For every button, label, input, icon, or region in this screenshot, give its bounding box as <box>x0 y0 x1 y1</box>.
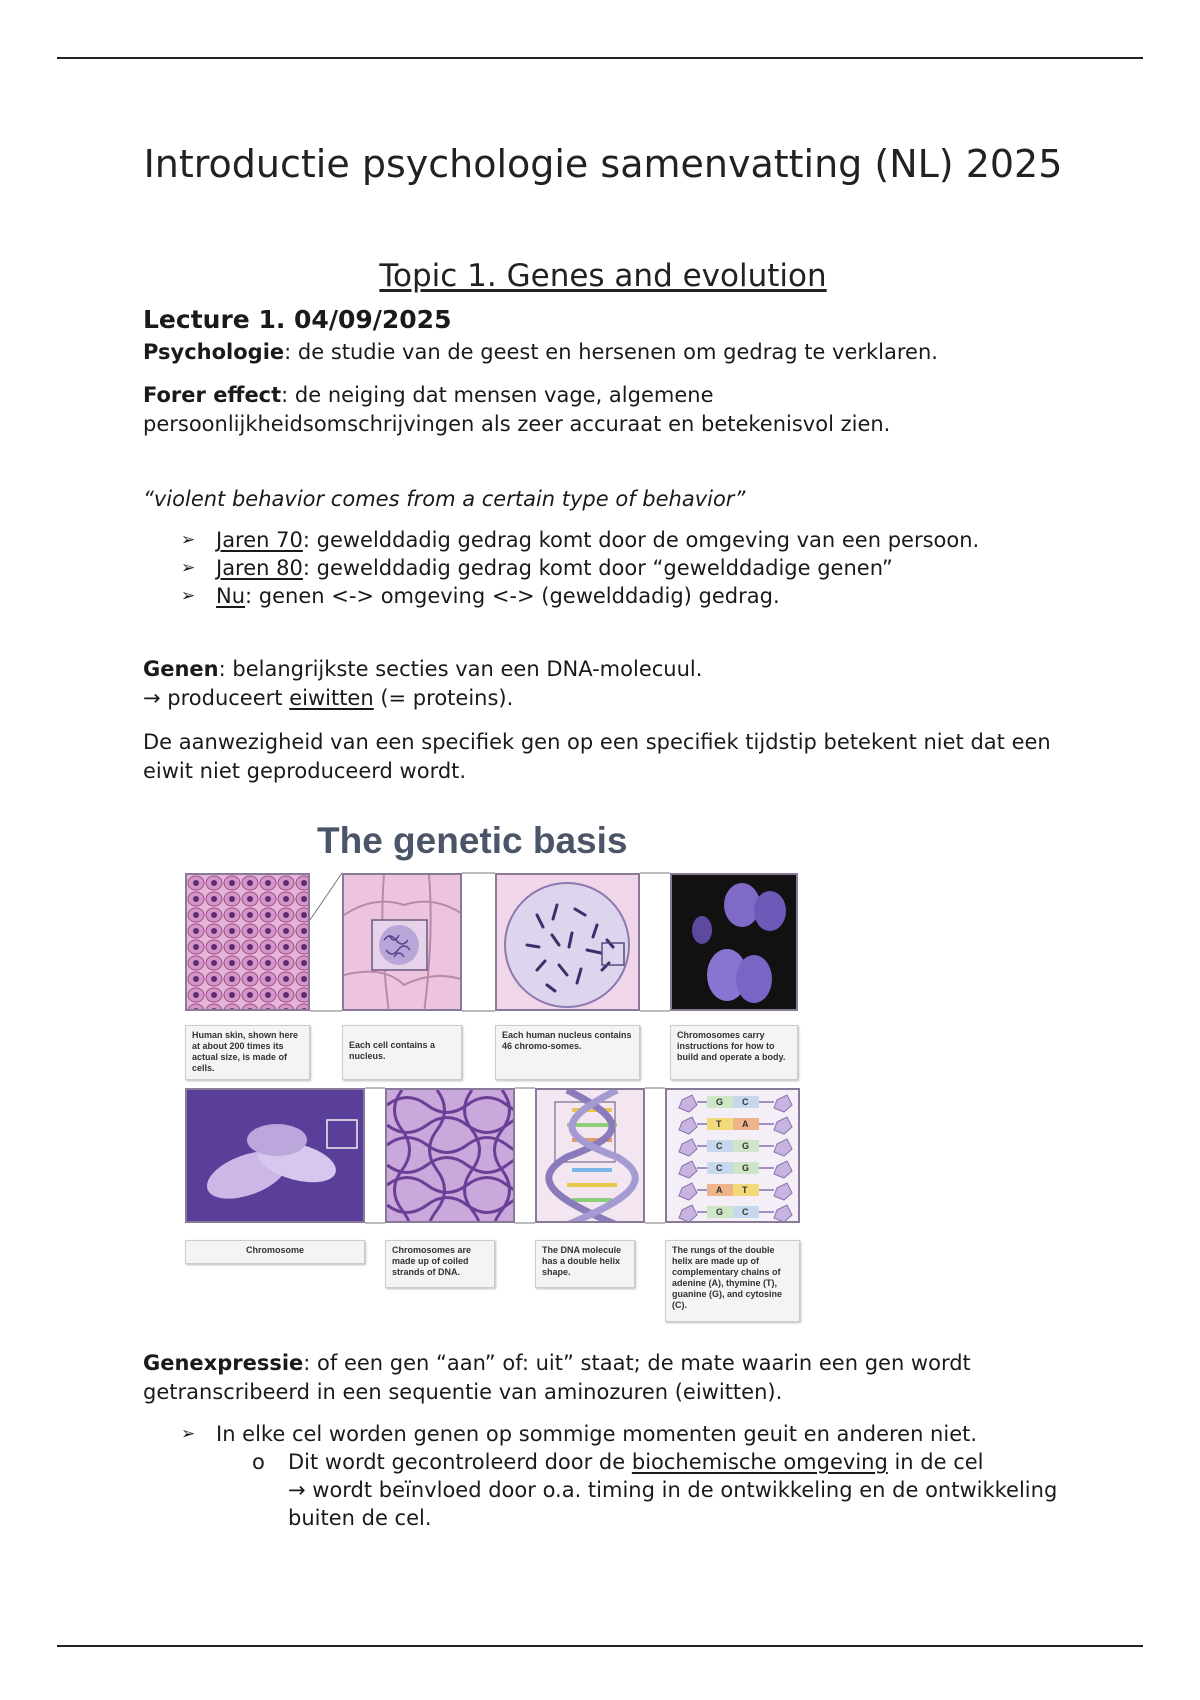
eiwitten-term: eiwitten <box>289 686 374 710</box>
definition-text: : de studie van de geest en hersenen om gedrag te verklaren. <box>284 340 938 364</box>
sub-text-suffix: in de cel <box>887 1450 984 1474</box>
biochemische-omgeving-term: biochemische omgeving <box>631 1450 888 1474</box>
svg-text:T: T <box>716 1119 722 1129</box>
list-item-text: In elke cel worden genen op sommige momenten geuit en anderen niet. <box>216 1422 978 1446</box>
top-rule <box>57 57 1143 59</box>
connector-lines <box>180 820 810 1330</box>
sub-list-item <box>252 1448 1058 1532</box>
svg-text:A: A <box>742 1119 749 1129</box>
era-label: Jaren 80 <box>216 556 303 580</box>
definition-genen <box>143 655 1063 713</box>
svg-text:C: C <box>716 1163 723 1173</box>
figure-caption: Human skin, shown here at about 200 times its actual size, is made of cells. <box>185 1025 310 1080</box>
figure-caption: Chromosome <box>185 1240 365 1264</box>
svg-text:G: G <box>716 1097 724 1107</box>
term-psychologie: Psychologie <box>143 340 285 364</box>
quote <box>143 485 745 514</box>
era-label: Nu <box>216 584 246 608</box>
figure-caption: Chromosomes are made up of coiled strands of DNA. <box>385 1240 495 1288</box>
figure-caption: Each human nucleus contains 46 chromo-somes. <box>495 1025 640 1080</box>
era-label: Jaren 70 <box>216 528 303 552</box>
definition-text: : belangrijkste secties van een DNA-molecuul. <box>218 657 703 681</box>
era-list <box>143 526 1063 610</box>
document-title: Introductie psychologie samenvatting (NL) 2025 <box>143 142 1063 186</box>
svg-text:C: C <box>742 1097 749 1107</box>
term-genen: Genen <box>143 657 219 681</box>
arrow-text-suffix: (= proteins). <box>373 686 514 710</box>
genen-paragraph: De aanwezigheid van een specifiek gen op een specifiek tijdstip betekent niet dat een eiwit niet geproduceerd wordt. <box>143 730 1051 783</box>
lecture-heading: Lecture 1. 04/09/2025 <box>143 305 452 334</box>
arrowhead-bullet-icon: ➢ <box>181 530 196 550</box>
topic-heading: Topic 1. Genes and evolution <box>379 258 827 294</box>
genexpressie-list <box>143 1420 1063 1448</box>
definition-psychologie <box>143 338 1063 367</box>
figure-caption: Each cell contains a nucleus. <box>342 1025 462 1080</box>
arrowhead-bullet-icon: ➢ <box>181 558 196 578</box>
list-item <box>143 554 1063 582</box>
figure-caption: The rungs of the double helix are made up of complementary chains of adenine (A), thymine (T), guanine (G), and cytosine (C). <box>665 1240 800 1322</box>
arrow-text: → produceert <box>143 686 290 710</box>
svg-text:C: C <box>742 1207 749 1217</box>
arrowhead-bullet-icon: ➢ <box>181 586 196 606</box>
circle-bullet-icon: o <box>252 1450 265 1474</box>
svg-text:T: T <box>742 1185 748 1195</box>
figure-caption: Chromosomes carry instructions for how to build and operate a body. <box>670 1025 798 1080</box>
definition-text: : of een gen “aan” of: uit” staat; de mate waarin een gen wordt getranscribeerd in een sequentie van aminozuren (eiwitten). <box>143 1351 971 1404</box>
genetic-basis-figure <box>180 820 810 1330</box>
era-text: : gewelddadig gedrag komt door de omgeving van een persoon. <box>302 528 980 552</box>
sub-arrow-text: → wordt beïnvloed door o.a. timing in de ontwikkeling en de ontwikkeling buiten de cel. <box>288 1478 1058 1530</box>
era-text: : genen <-> omgeving <-> (gewelddadig) gedrag. <box>245 584 780 608</box>
svg-text:G: G <box>742 1141 750 1151</box>
list-item <box>143 582 1063 610</box>
term-forer: Forer effect <box>143 383 282 407</box>
svg-text:A: A <box>716 1185 723 1195</box>
quote-text: “violent behavior comes from a certain type of behavior” <box>143 487 746 511</box>
definition-text: : de neiging dat mensen vage, algemene persoonlijkheidsomschrijvingen als zeer accuraat en betekenisvol zien. <box>143 383 891 436</box>
definition-genexpressie <box>143 1349 1063 1407</box>
svg-text:G: G <box>742 1163 750 1173</box>
definition-forer <box>143 381 923 439</box>
era-text: : gewelddadig gedrag komt door “gewelddadige genen” <box>302 556 893 580</box>
term-genexpressie: Genexpressie <box>143 1351 304 1375</box>
sub-text: Dit wordt gecontroleerd door de <box>288 1450 632 1474</box>
list-item <box>143 1420 1063 1448</box>
list-item <box>143 526 1063 554</box>
arrowhead-bullet-icon: ➢ <box>181 1424 196 1444</box>
figure-title: The genetic basis <box>317 820 628 861</box>
svg-text:G: G <box>716 1207 724 1217</box>
figure-caption: The DNA molecule has a double helix shape. <box>535 1240 635 1288</box>
svg-text:C: C <box>716 1141 723 1151</box>
bottom-rule <box>57 1645 1143 1647</box>
